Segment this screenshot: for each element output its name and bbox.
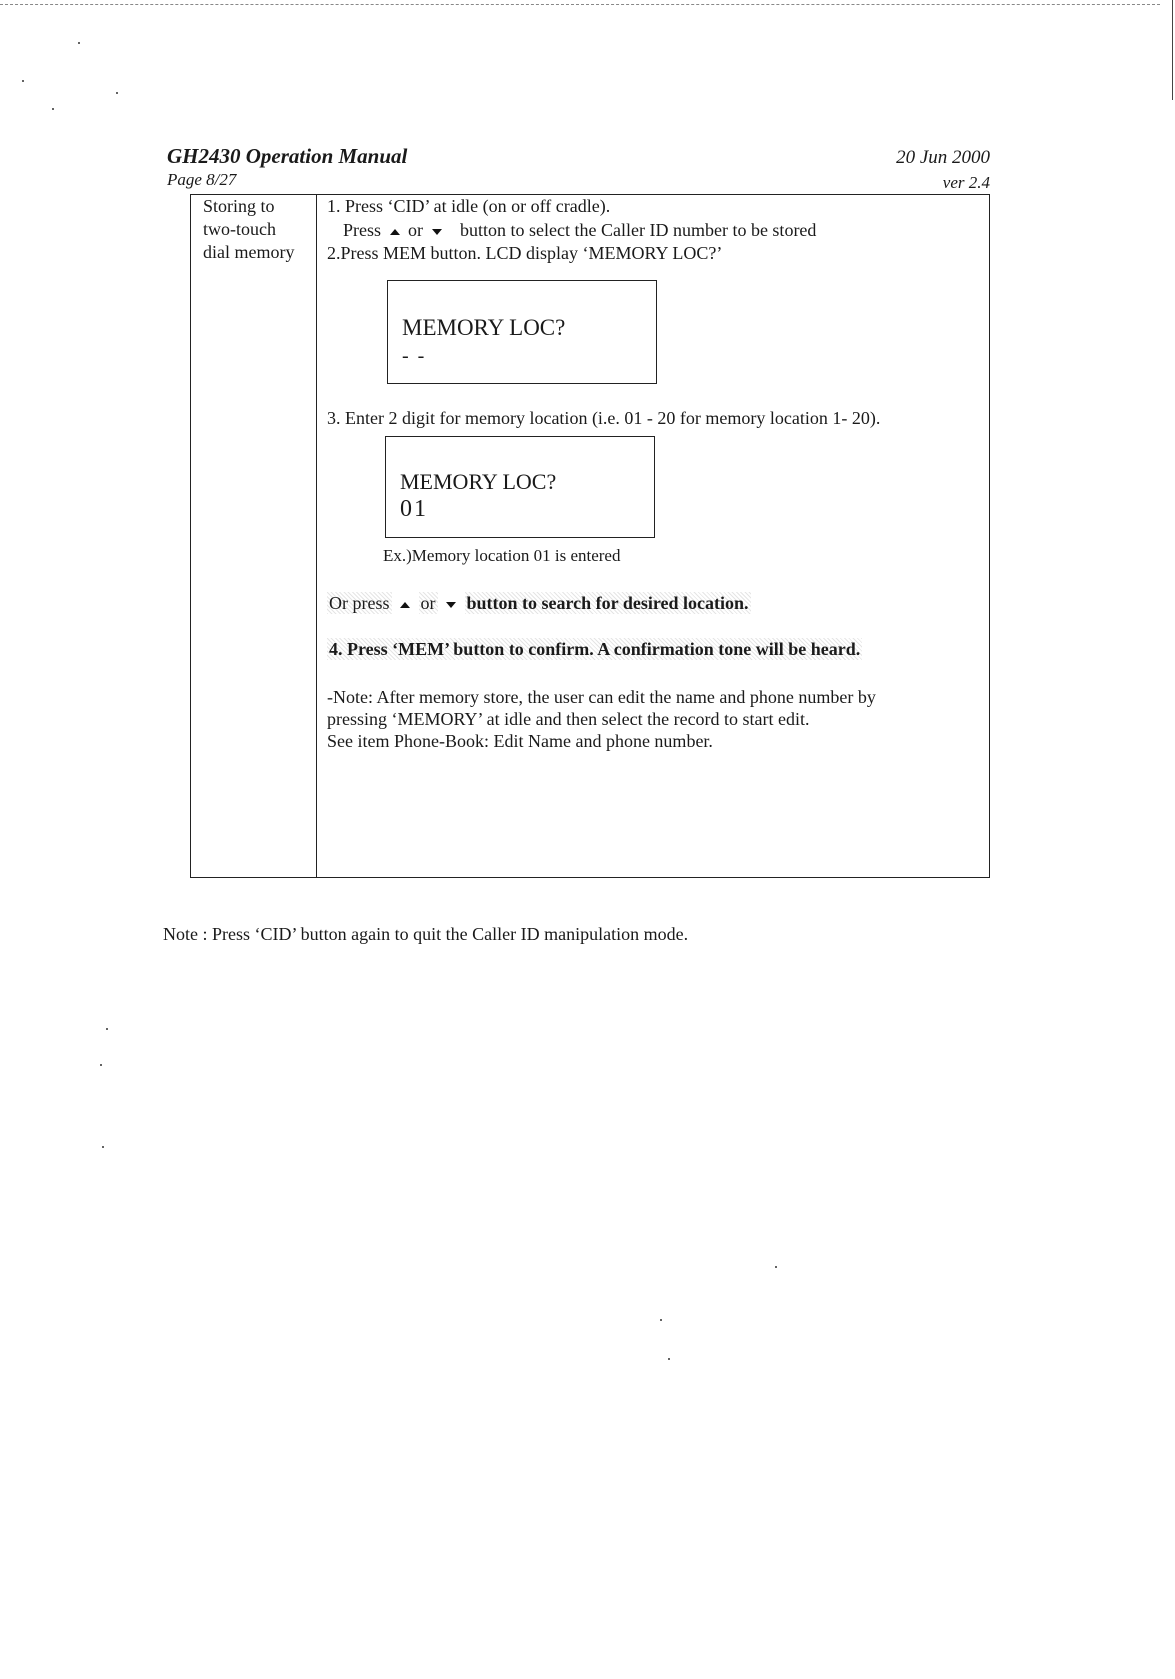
document-version: ver 2.4 <box>942 173 990 192</box>
note-line-1: -Note: After memory store, the user can edit the name and phone number by <box>327 687 876 707</box>
lcd-line-2: 01 <box>400 496 428 522</box>
down-arrow-icon <box>446 602 456 608</box>
example-caption: Ex.)Memory location 01 is entered <box>383 546 621 565</box>
document-title: GH2430 Operation Manual <box>167 144 408 168</box>
document-date: 20 Jun 2000 <box>896 147 990 168</box>
step-1-instruction: button to select the Caller ID number to be stored <box>460 220 817 240</box>
step-1-text: 1. Press ‘CID’ at idle (on or off cradle). <box>327 196 611 216</box>
lcd-line-2: - - <box>402 345 427 367</box>
scan-speck <box>22 80 24 82</box>
section-label-line: two-touch <box>203 219 276 239</box>
scan-artifact-top-line <box>0 4 1160 5</box>
step-3-text: 3. Enter 2 digit for memory location (i.e. 01 - 20 for memory location 1- 20). <box>327 408 881 428</box>
lcd-line-1: MEMORY LOC? <box>400 469 557 494</box>
lcd-line-1: MEMORY LOC? <box>402 315 566 340</box>
or-press-instruction: button to search for desired location. <box>466 593 749 613</box>
scan-artifact-right-edge <box>1172 0 1173 100</box>
step-2-text: 2.Press MEM button. LCD display ‘MEMORY LOC?’ <box>327 243 723 263</box>
section-label-line: dial memory <box>203 242 295 262</box>
down-arrow-icon <box>432 229 442 235</box>
scan-speck <box>660 1319 662 1321</box>
step-1-or-label: or <box>408 220 424 240</box>
up-arrow-icon <box>390 229 400 235</box>
step-1-press-label: Press <box>343 220 382 240</box>
scan-speck <box>106 1028 108 1030</box>
instruction-table <box>190 194 990 878</box>
lcd-display-location-01 <box>385 436 655 538</box>
footer-note: Note : Press ‘CID’ button again to quit the Caller ID manipulation mode. <box>163 924 689 944</box>
scan-speck <box>102 1146 104 1148</box>
scan-speck <box>52 108 54 110</box>
step-4-text <box>327 638 862 660</box>
scan-speck <box>78 42 80 44</box>
or-press-label: Or press <box>329 593 390 613</box>
scan-speck <box>668 1358 670 1360</box>
lcd-display-empty <box>387 280 657 384</box>
step-4-instruction: 4. Press ‘MEM’ button to confirm. A confirmation tone will be heard. <box>329 639 861 659</box>
or-press-or-label: or <box>420 593 436 613</box>
note-line-3: See item Phone-Book: Edit Name and phone number. <box>327 731 713 751</box>
scan-speck <box>775 1266 777 1268</box>
scan-speck <box>116 92 118 94</box>
page-number: Page 8/27 <box>167 170 237 189</box>
note-line-2: pressing ‘MEMORY’ at idle and then select the record to start edit. <box>327 709 810 729</box>
scan-speck <box>100 1064 102 1066</box>
up-arrow-icon <box>400 602 410 608</box>
or-press-line <box>327 592 751 614</box>
section-label <box>203 195 313 264</box>
table-column-divider <box>316 195 317 877</box>
section-label-line: Storing to <box>203 196 275 216</box>
step-1-subline <box>343 219 816 241</box>
